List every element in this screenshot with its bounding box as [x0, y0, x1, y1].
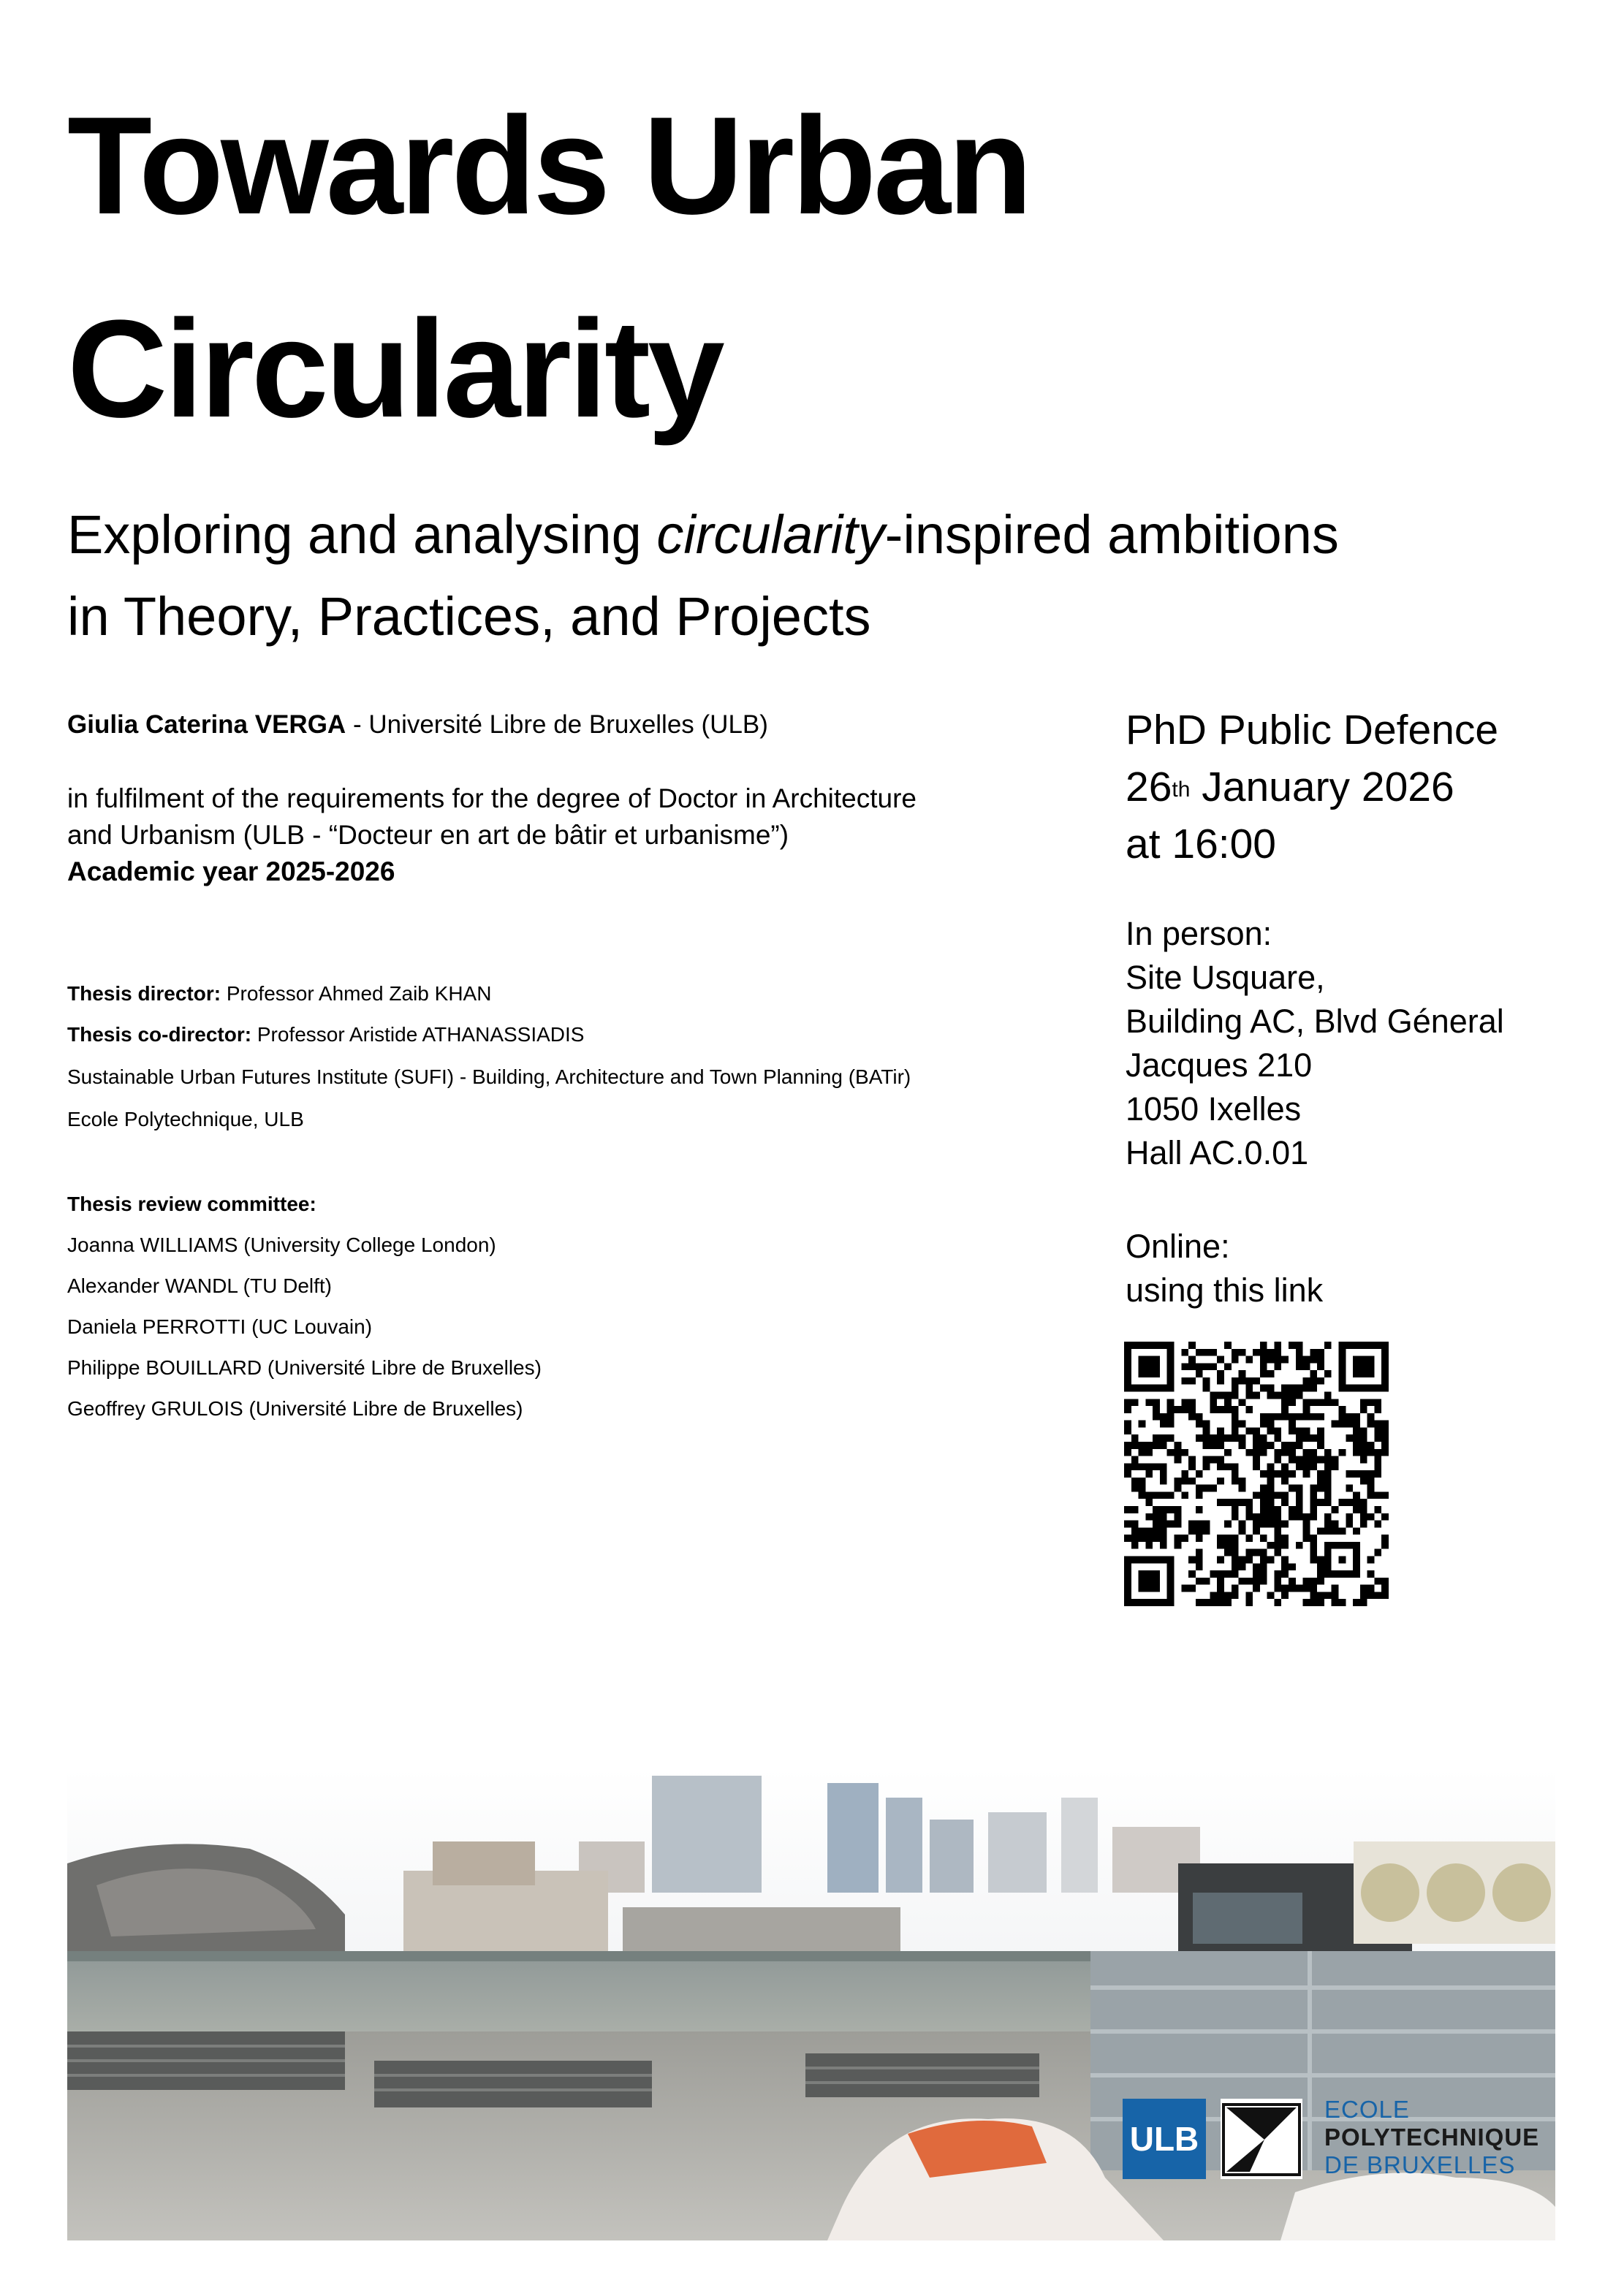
director-label: Thesis director: [67, 982, 221, 1005]
online-colon: : [1221, 1228, 1230, 1265]
committee-member: Alexander WANDL (TU Delft) [67, 1274, 333, 1297]
defence-day: 26 [1126, 764, 1172, 810]
defence-month-year: January 2026 [1190, 764, 1454, 810]
address [1126, 956, 1504, 1175]
committee-member: Geoffrey GRULOIS (Université Libre de Bruxelles) [67, 1397, 523, 1420]
online-link-text[interactable]: using this link [1126, 1271, 1324, 1309]
director-name: Professor Ahmed Zaib KHAN [221, 982, 492, 1005]
degree-line-2: and Urbanism (ULB - “Docteur en art de bâtir et urbanisme”) [67, 820, 789, 850]
ep-line-2: POLYTECHNIQUE [1324, 2124, 1540, 2151]
qr-code[interactable] [1124, 1342, 1389, 1606]
subtitle-part-2: -inspired ambitions [884, 504, 1339, 565]
defence-day-suffix: th [1172, 778, 1191, 802]
author-name: Giulia Caterina VERGA [67, 710, 346, 739]
committee-label [67, 1190, 316, 1219]
online-label-text: Online [1126, 1228, 1221, 1265]
title-line-1: Towards Urban [67, 88, 1030, 243]
thesis-codirector [67, 1020, 584, 1049]
ulb-logo: ULB [1123, 2099, 1206, 2179]
subtitle-line-2: in Theory, Practices, and Projects [67, 586, 871, 647]
committee-member: Philippe BOUILLARD (Université Libre de Bruxelles) [67, 1356, 542, 1379]
committee-member: Joanna WILLIAMS (University College London) [67, 1233, 496, 1256]
thesis-director [67, 979, 491, 1008]
codirector-name: Professor Aristide ATHANASSIADIS [251, 1023, 585, 1046]
ecole-polytechnique-wordmark [1324, 2096, 1539, 2179]
degree-statement [67, 780, 1047, 890]
title-line-2: Circularity [67, 292, 722, 446]
address-line: Hall AC.0.01 [1126, 1134, 1309, 1171]
ep-line-3: DE BRUXELLES [1324, 2151, 1516, 2178]
poster-title [67, 64, 1030, 471]
committee-label-text: Thesis review committee: [67, 1193, 316, 1215]
academic-year: Academic year 2025-2026 [67, 856, 395, 886]
online-label [1126, 1225, 1230, 1269]
degree-line-1: in fulfilment of the requirements for the degree of Doctor in Architecture [67, 783, 917, 813]
defence-info [1126, 702, 1498, 873]
defence-time: at 16:00 [1126, 821, 1277, 867]
ecole-polytechnique-logo [1221, 2099, 1302, 2179]
author-line [67, 707, 768, 742]
defence-type: PhD Public Defence [1126, 707, 1499, 753]
committee-member: Daniela PERROTTI (UC Louvain) [67, 1315, 373, 1338]
subtitle-part-1: Exploring and analysing [67, 504, 657, 565]
address-line: Building AC, Blvd Géneral [1126, 1003, 1504, 1040]
address-line: 1050 Ixelles [1126, 1090, 1302, 1128]
address-line: Site Usquare, [1126, 959, 1325, 996]
school: Ecole Polytechnique, ULB [67, 1108, 304, 1130]
institute: Sustainable Urban Futures Institute (SUFI) - Building, Architecture and Town Planning (BATir) [67, 1065, 911, 1088]
in-person-label: In person: [1126, 915, 1272, 952]
subtitle-italic: circularity [656, 504, 885, 565]
author-affiliation: - Université Libre de Bruxelles (ULB) [346, 710, 768, 739]
address-line: Jacques 210 [1126, 1046, 1313, 1084]
ep-line-1: ECOLE [1324, 2096, 1410, 2123]
codirector-label: Thesis co-director: [67, 1023, 252, 1046]
poster-subtitle [67, 494, 1573, 658]
